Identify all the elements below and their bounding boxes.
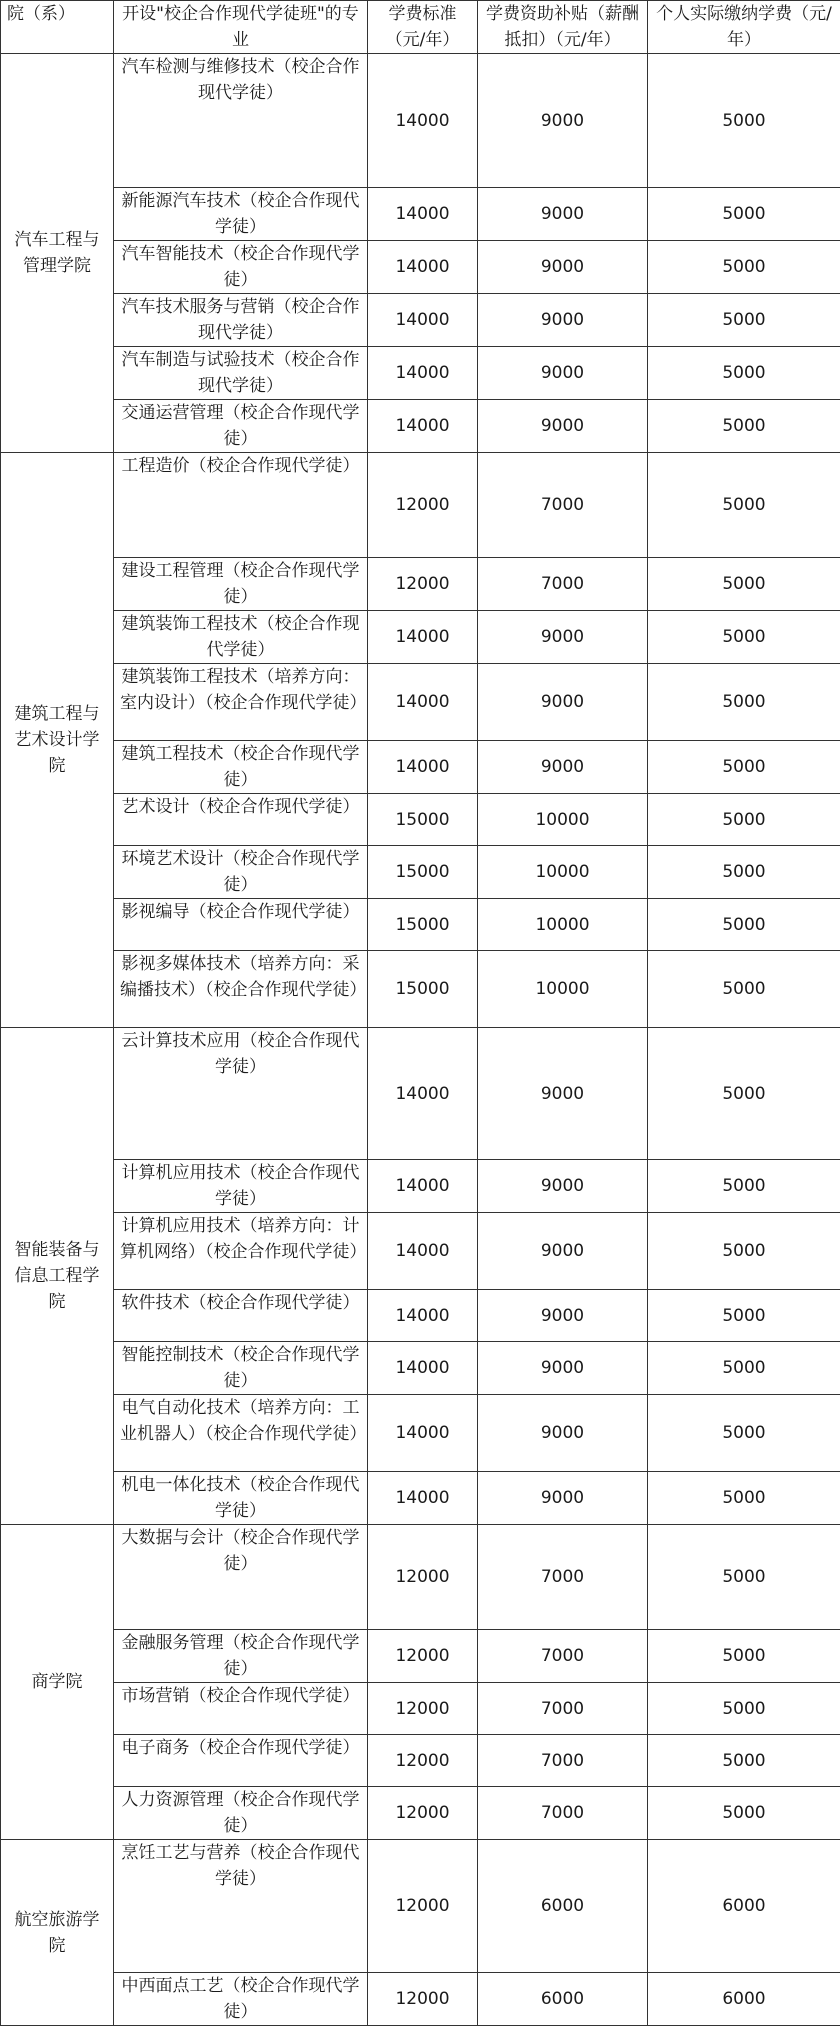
standard-fee-cell: 12000 xyxy=(368,1787,478,1840)
personal-fee-cell: 6000 xyxy=(648,1840,840,1973)
major-cell: 烹饪工艺与营养（校企合作现代学徒） xyxy=(114,1840,368,1973)
table-row xyxy=(1,241,840,294)
table-row xyxy=(1,294,840,347)
major-cell: 计算机应用技术（校企合作现代学徒） xyxy=(114,1160,368,1213)
standard-fee-cell: 14000 xyxy=(368,188,478,241)
subsidy-cell: 9000 xyxy=(478,54,648,188)
subsidy-cell: 10000 xyxy=(478,794,648,846)
subsidy-cell: 9000 xyxy=(478,741,648,794)
personal-fee-cell: 5000 xyxy=(648,1630,840,1683)
subsidy-cell: 7000 xyxy=(478,1525,648,1630)
subsidy-cell: 9000 xyxy=(478,611,648,664)
personal-fee-cell: 5000 xyxy=(648,347,840,400)
standard-fee-cell: 12000 xyxy=(368,558,478,611)
standard-fee-cell: 15000 xyxy=(368,794,478,846)
standard-fee-cell: 14000 xyxy=(368,347,478,400)
subsidy-cell: 9000 xyxy=(478,1395,648,1472)
personal-fee-cell: 5000 xyxy=(648,741,840,794)
major-cell: 建筑装饰工程技术（校企合作现代学徒） xyxy=(114,611,368,664)
table-row xyxy=(1,1630,840,1683)
personal-fee-cell: 5000 xyxy=(648,1028,840,1160)
table-row xyxy=(1,400,840,453)
table-row xyxy=(1,741,840,794)
personal-fee-cell: 5000 xyxy=(648,611,840,664)
table-row xyxy=(1,453,840,558)
standard-fee-cell: 14000 xyxy=(368,1342,478,1395)
subsidy-cell: 7000 xyxy=(478,453,648,558)
dept-cell: 汽车工程与管理学院 xyxy=(1,54,114,453)
table-row xyxy=(1,794,840,846)
standard-fee-cell: 12000 xyxy=(368,1525,478,1630)
dept-cell: 商学院 xyxy=(1,1525,114,1840)
table-row xyxy=(1,347,840,400)
table-row xyxy=(1,1160,840,1213)
major-cell: 电气自动化技术（培养方向：工业机器人）（校企合作现代学徒） xyxy=(114,1395,368,1472)
personal-fee-cell: 5000 xyxy=(648,846,840,899)
personal-fee-cell: 5000 xyxy=(648,1472,840,1525)
subsidy-cell: 9000 xyxy=(478,241,648,294)
personal-fee-cell: 5000 xyxy=(648,1787,840,1840)
table-row xyxy=(1,1735,840,1787)
personal-fee-cell: 5000 xyxy=(648,1735,840,1787)
header-dept: 院（系） xyxy=(1,1,114,54)
major-cell: 汽车制造与试验技术（校企合作现代学徒） xyxy=(114,347,368,400)
subsidy-cell: 7000 xyxy=(478,1787,648,1840)
standard-fee-cell: 14000 xyxy=(368,611,478,664)
major-cell: 艺术设计（校企合作现代学徒） xyxy=(114,794,368,846)
standard-fee-cell: 12000 xyxy=(368,1840,478,1973)
personal-fee-cell: 5000 xyxy=(648,1213,840,1290)
subsidy-cell: 9000 xyxy=(478,294,648,347)
subsidy-cell: 9000 xyxy=(478,188,648,241)
personal-fee-cell: 5000 xyxy=(648,1342,840,1395)
table-row xyxy=(1,1342,840,1395)
header-major: 开设"校企合作现代学徒班"的专业 xyxy=(114,1,368,54)
personal-fee-cell: 5000 xyxy=(648,558,840,611)
subsidy-cell: 10000 xyxy=(478,951,648,1028)
table-row xyxy=(1,1683,840,1735)
subsidy-cell: 9000 xyxy=(478,1472,648,1525)
major-cell: 智能控制技术（校企合作现代学徒） xyxy=(114,1342,368,1395)
standard-fee-cell: 14000 xyxy=(368,1160,478,1213)
personal-fee-cell: 5000 xyxy=(648,54,840,188)
standard-fee-cell: 14000 xyxy=(368,1213,478,1290)
major-cell: 中西面点工艺（校企合作现代学徒） xyxy=(114,1973,368,2026)
standard-fee-cell: 14000 xyxy=(368,1395,478,1472)
major-cell: 汽车检测与维修技术（校企合作现代学徒） xyxy=(114,54,368,188)
standard-fee-cell: 14000 xyxy=(368,1472,478,1525)
table-row xyxy=(1,1787,840,1840)
personal-fee-cell: 5000 xyxy=(648,899,840,951)
standard-fee-cell: 12000 xyxy=(368,453,478,558)
personal-fee-cell: 6000 xyxy=(648,1973,840,2026)
table-row xyxy=(1,846,840,899)
major-cell: 建筑装饰工程技术（培养方向：室内设计）（校企合作现代学徒） xyxy=(114,664,368,741)
standard-fee-cell: 14000 xyxy=(368,664,478,741)
major-cell: 影视编导（校企合作现代学徒） xyxy=(114,899,368,951)
personal-fee-cell: 5000 xyxy=(648,951,840,1028)
subsidy-cell: 9000 xyxy=(478,1290,648,1342)
standard-fee-cell: 14000 xyxy=(368,741,478,794)
major-cell: 电子商务（校企合作现代学徒） xyxy=(114,1735,368,1787)
major-cell: 建筑工程技术（校企合作现代学徒） xyxy=(114,741,368,794)
standard-fee-cell: 14000 xyxy=(368,54,478,188)
subsidy-cell: 9000 xyxy=(478,347,648,400)
major-cell: 市场营销（校企合作现代学徒） xyxy=(114,1683,368,1735)
major-cell: 建设工程管理（校企合作现代学徒） xyxy=(114,558,368,611)
subsidy-cell: 10000 xyxy=(478,899,648,951)
personal-fee-cell: 5000 xyxy=(648,1525,840,1630)
header-subsidy: 学费资助补贴（薪酬抵扣）（元/年） xyxy=(478,1,648,54)
table-row xyxy=(1,558,840,611)
major-cell: 软件技术（校企合作现代学徒） xyxy=(114,1290,368,1342)
standard-fee-cell: 14000 xyxy=(368,400,478,453)
standard-fee-cell: 12000 xyxy=(368,1735,478,1787)
table-row xyxy=(1,1290,840,1342)
standard-fee-cell: 14000 xyxy=(368,1028,478,1160)
table-row xyxy=(1,1840,840,1973)
major-cell: 新能源汽车技术（校企合作现代学徒） xyxy=(114,188,368,241)
header-personal: 个人实际缴纳学费（元/年） xyxy=(648,1,840,54)
dept-cell: 智能装备与信息工程学院 xyxy=(1,1028,114,1525)
personal-fee-cell: 5000 xyxy=(648,294,840,347)
standard-fee-cell: 12000 xyxy=(368,1973,478,2026)
personal-fee-cell: 5000 xyxy=(648,241,840,294)
standard-fee-cell: 15000 xyxy=(368,899,478,951)
standard-fee-cell: 14000 xyxy=(368,1290,478,1342)
standard-fee-cell: 14000 xyxy=(368,294,478,347)
subsidy-cell: 9000 xyxy=(478,1160,648,1213)
major-cell: 汽车技术服务与营销（校企合作现代学徒） xyxy=(114,294,368,347)
subsidy-cell: 9000 xyxy=(478,664,648,741)
table-row xyxy=(1,188,840,241)
dept-cell: 航空旅游学院 xyxy=(1,1840,114,2026)
major-cell: 交通运营管理（校企合作现代学徒） xyxy=(114,400,368,453)
personal-fee-cell: 5000 xyxy=(648,1683,840,1735)
standard-fee-cell: 15000 xyxy=(368,846,478,899)
subsidy-cell: 9000 xyxy=(478,1028,648,1160)
table-row xyxy=(1,664,840,741)
personal-fee-cell: 5000 xyxy=(648,453,840,558)
major-cell: 环境艺术设计（校企合作现代学徒） xyxy=(114,846,368,899)
header-row xyxy=(1,1,840,54)
subsidy-cell: 9000 xyxy=(478,400,648,453)
subsidy-cell: 9000 xyxy=(478,1213,648,1290)
subsidy-cell: 7000 xyxy=(478,558,648,611)
major-cell: 工程造价（校企合作现代学徒） xyxy=(114,453,368,558)
table-row xyxy=(1,54,840,188)
personal-fee-cell: 5000 xyxy=(648,794,840,846)
standard-fee-cell: 12000 xyxy=(368,1683,478,1735)
major-cell: 云计算技术应用（校企合作现代学徒） xyxy=(114,1028,368,1160)
subsidy-cell: 9000 xyxy=(478,1342,648,1395)
subsidy-cell: 7000 xyxy=(478,1683,648,1735)
standard-fee-cell: 14000 xyxy=(368,241,478,294)
major-cell: 计算机应用技术（培养方向：计算机网络）（校企合作现代学徒） xyxy=(114,1213,368,1290)
table-row xyxy=(1,1213,840,1290)
table-row xyxy=(1,1028,840,1160)
subsidy-cell: 7000 xyxy=(478,1735,648,1787)
table-row xyxy=(1,951,840,1028)
subsidy-cell: 10000 xyxy=(478,846,648,899)
table-row xyxy=(1,611,840,664)
header-standard: 学费标准（元/年） xyxy=(368,1,478,54)
personal-fee-cell: 5000 xyxy=(648,400,840,453)
major-cell: 机电一体化技术（校企合作现代学徒） xyxy=(114,1472,368,1525)
subsidy-cell: 6000 xyxy=(478,1840,648,1973)
personal-fee-cell: 5000 xyxy=(648,1395,840,1472)
table-row xyxy=(1,1472,840,1525)
table-row xyxy=(1,1973,840,2026)
standard-fee-cell: 12000 xyxy=(368,1630,478,1683)
major-cell: 汽车智能技术（校企合作现代学徒） xyxy=(114,241,368,294)
personal-fee-cell: 5000 xyxy=(648,1160,840,1213)
personal-fee-cell: 5000 xyxy=(648,188,840,241)
table-row xyxy=(1,1395,840,1472)
major-cell: 人力资源管理（校企合作现代学徒） xyxy=(114,1787,368,1840)
major-cell: 金融服务管理（校企合作现代学徒） xyxy=(114,1630,368,1683)
major-cell: 影视多媒体技术（培养方向：采编播技术）（校企合作现代学徒） xyxy=(114,951,368,1028)
subsidy-cell: 7000 xyxy=(478,1630,648,1683)
subsidy-cell: 6000 xyxy=(478,1973,648,2026)
personal-fee-cell: 5000 xyxy=(648,1290,840,1342)
personal-fee-cell: 5000 xyxy=(648,664,840,741)
table-row xyxy=(1,1525,840,1630)
standard-fee-cell: 15000 xyxy=(368,951,478,1028)
dept-cell: 建筑工程与艺术设计学院 xyxy=(1,453,114,1028)
table-row xyxy=(1,899,840,951)
major-cell: 大数据与会计（校企合作现代学徒） xyxy=(114,1525,368,1630)
